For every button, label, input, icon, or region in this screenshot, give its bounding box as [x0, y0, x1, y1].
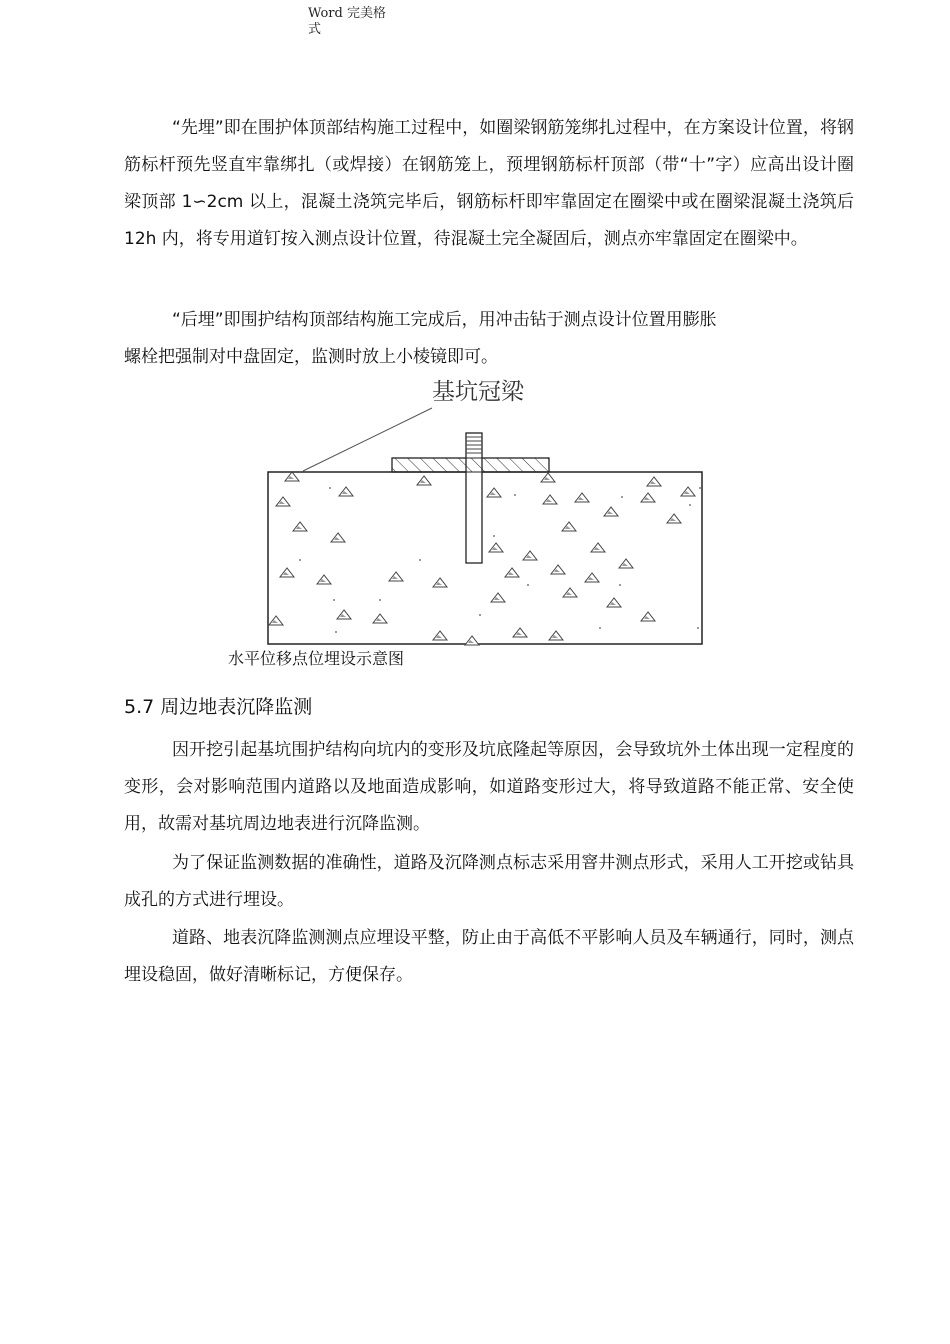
section-heading: 5.7 周边地表沉降监测: [124, 696, 313, 718]
crown-beam-label: 基坑冠梁: [432, 379, 524, 405]
header-line-1: Word 完美格: [308, 6, 386, 21]
paragraph-post-embed-line2: 螺栓把强制对中盘固定，监测时放上小棱镜即可。: [124, 347, 498, 367]
paragraph-post-embed-line1: “后埋”即围护结构顶部结构施工完成后，用冲击钻于测点设计位置用膨胀: [172, 310, 717, 330]
paragraph-installation: 道路、地表沉降监测测点应埋设平整，防止由于高低不平影响人员及车辆通行，同时，测点埋设稳固，做好清晰标记，方便保存。: [124, 928, 854, 985]
concrete-body: [268, 472, 702, 644]
paragraph-accuracy: 为了保证监测数据的准确性，道路及沉降测点标志采用窨井测点形式，采用人工开挖或钻具成孔的方式进行埋设。: [124, 853, 854, 910]
paragraph-pre-embed: “先埋”即在围护体顶部结构施工过程中，如圈梁钢筋笼绑扎过程中，在方案设计位置，将钢筋标杆预先竖直牢靠绑扎（或焊接）在钢筋笼上，预埋钢筋标杆顶部（带“十”字）应高出设计圈梁顶部 1∽2cm 以上，混凝土浇筑完毕后，钢筋标杆即牢靠固定在圈梁中或在圈梁混凝土浇筑后 12h 内，将专用道钉按入测点设计位置，待混凝土完全凝固后，测点亦牢靠固定在圈梁中。: [124, 118, 854, 249]
paragraph-settlement-intro: 因开挖引起基坑围护结构向坑内的变形及坑底隆起等原因，会导致坑外土体出现一定程度的变形，会对影响范围内道路以及地面造成影响，如道路变形过大，将导致道路不能正常、安全使用，故需对基坑周边地表进行沉降监测。: [124, 740, 854, 834]
figure-caption: 水平位移点位埋设示意图: [228, 649, 405, 668]
header-line-2: 式: [308, 22, 322, 37]
